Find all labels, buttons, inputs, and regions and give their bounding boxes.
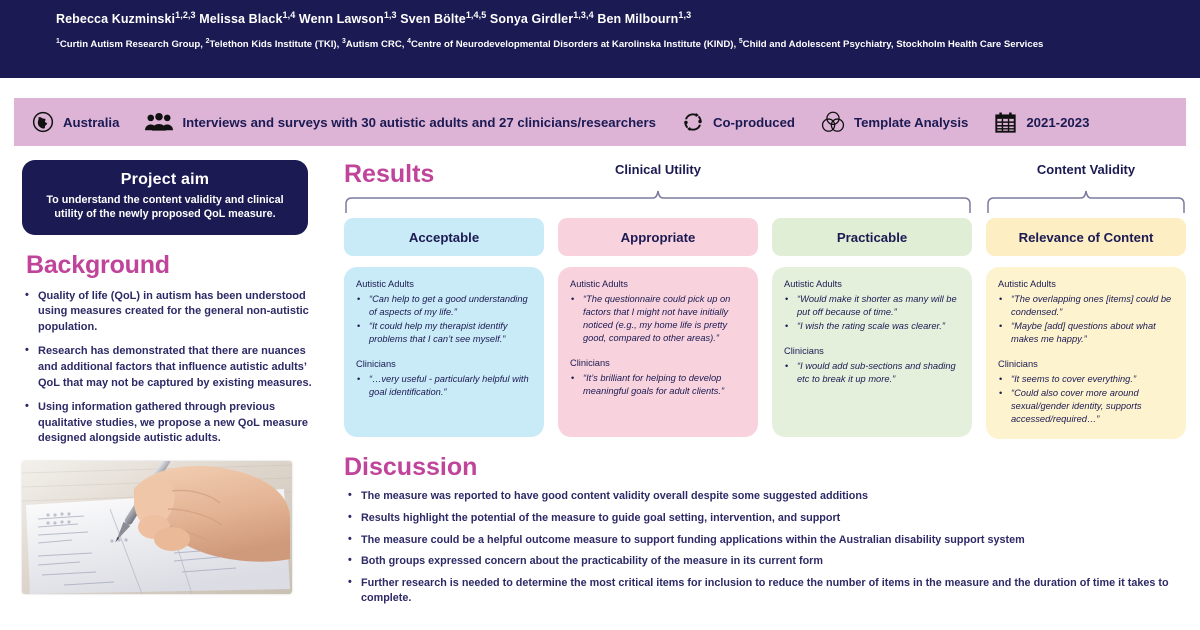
banner-wrapper	[0, 78, 1200, 146]
banner-item-label: Co-produced	[712, 114, 795, 130]
quote-item: • “…very useful - particularly helpful with goal identification.”	[356, 373, 532, 399]
quote-group-title: Clinicians	[356, 359, 396, 370]
author-name: Wenn Lawson	[298, 12, 384, 26]
author-name: Melissa Black	[199, 12, 283, 26]
project-aim-box	[22, 160, 308, 235]
author-list	[56, 11, 1144, 27]
project-aim-title: Project aim	[120, 171, 210, 188]
quote-list	[570, 372, 746, 398]
affiliation-text: Telethon Kids Institute (TKI),	[209, 39, 340, 51]
poster-body	[0, 146, 1200, 612]
results-column-header: Acceptable	[344, 218, 544, 256]
discussion-bullet: • Results highlight the potential of the measure to guide goal setting, intervention, and support	[344, 511, 1186, 526]
affiliation-text: Autism CRC,	[345, 39, 405, 51]
author-name: Sonya Girdler	[489, 12, 574, 26]
affiliation-marker: 4	[407, 38, 411, 46]
author-name: Sven Bölte	[400, 12, 466, 26]
author-affiliation-marker: 1,3	[678, 9, 692, 20]
quote-item: • “The overlapping ones [items] could be condensed.”	[998, 293, 1174, 319]
results-column	[558, 218, 758, 439]
author-name: Ben Milbourn	[597, 12, 679, 26]
circular-arrows-icon	[682, 111, 704, 133]
quote-item: • “It seems to cover everything.”	[998, 373, 1174, 386]
group-brace	[986, 189, 1186, 215]
results-column-header: Practicable	[772, 218, 972, 256]
quote-list	[356, 293, 532, 346]
author-affiliation-marker: 1,2,3	[175, 9, 196, 20]
background-bullet: • Research has demonstrated that there are nuances and additional factors that influence autistic adults’ QoL that may not be captured by existing measures.	[22, 344, 322, 391]
quote-group-title: Clinicians	[784, 346, 824, 357]
poster-header	[0, 0, 1200, 78]
quote-group-title: Clinicians	[998, 359, 1038, 370]
quote-list	[570, 293, 746, 345]
quote-list	[998, 293, 1174, 346]
discussion-bullet: • Both groups expressed concern about the practicability of the measure in its current form	[344, 554, 1186, 569]
discussion-bullet: • The measure was reported to have good content validity overall despite some suggested additions	[344, 489, 1186, 504]
banner-item	[994, 111, 1089, 134]
quote-list	[356, 373, 532, 399]
quote-item: • “Would make it shorter as many will be put off because of time.”	[784, 293, 960, 319]
results-cards-row	[344, 218, 1186, 439]
results-group-label: Content Validity	[1036, 162, 1136, 177]
quote-item: • “I would add sub-sections and shading etc to break it up more.”	[784, 360, 960, 386]
banner-item	[32, 111, 119, 133]
results-column	[986, 218, 1186, 439]
results-quote-card	[772, 267, 972, 437]
left-column	[22, 160, 322, 612]
calendar-icon	[994, 111, 1017, 134]
project-aim-text: To understand the content validity and clinical utility of the newly proposed QoL measure.	[46, 194, 284, 221]
results-column	[344, 218, 544, 439]
banner-item-label: Australia	[63, 114, 120, 130]
affiliation-marker: 2	[205, 38, 210, 46]
author-affiliation-marker: 1,3,4	[573, 9, 594, 20]
quote-list	[998, 373, 1174, 426]
background-bullet-list	[22, 289, 322, 447]
affiliation-text: Centre of Neurodevelopmental Disorders at Karolinska Institute (KIND),	[410, 39, 737, 51]
discussion-section	[344, 453, 1186, 605]
background-bullet: • Quality of life (QoL) in autism has been understood using measures created for the general non-autistic population.	[22, 289, 322, 336]
group-label-container	[474, 160, 1186, 184]
quote-item: • “It’s brilliant for helping to develop meaningful goals for adult clients.”	[570, 372, 746, 398]
author-affiliation-marker: 1,4	[282, 9, 296, 20]
venn-diagram-icon	[821, 111, 845, 133]
banner-item-label: Template Analysis	[854, 114, 969, 130]
banner-item-label: 2021-2023	[1026, 114, 1090, 130]
group-brace-row	[344, 189, 1186, 215]
affiliation-list	[56, 38, 1126, 51]
quote-item: • “Could also cover more around sexual/gender identity, supports accessed/required…”	[998, 387, 1174, 426]
quote-item: • “The questionnaire could pick up on factors that I might not have initially noticed (e.g., my home life is pretty good, compared to other areas).”	[570, 293, 746, 345]
questionnaire-photo-graphic	[22, 461, 292, 594]
quote-list	[784, 293, 960, 333]
discussion-bullet: • The measure could be a helpful outcome measure to support funding applications within the Australian disability support system	[344, 533, 1186, 548]
discussion-bullet-list	[344, 489, 1186, 605]
group-brace	[344, 189, 972, 215]
quote-group-title: Autistic Adults	[356, 279, 414, 289]
quote-item: • “Maybe [add] questions about what makes me happy.”	[998, 320, 1174, 346]
quote-item: • “I wish the rating scale was clearer.”	[784, 320, 960, 333]
quote-group-title: Clinicians	[570, 358, 610, 369]
banner-item	[821, 111, 968, 133]
author-name: Rebecca Kuzminski	[56, 12, 176, 26]
results-quote-card	[558, 267, 758, 437]
quote-item: • “It could help my therapist identify problems that I can’t see myself.”	[356, 320, 532, 346]
results-quote-card	[986, 267, 1186, 439]
affiliation-text: Curtin Autism Research Group,	[59, 39, 203, 51]
banner-item	[682, 111, 795, 133]
background-heading: Background	[26, 250, 170, 279]
results-quote-card	[344, 267, 544, 437]
discussion-bullet: • Further research is needed to determine the most critical items for inclusion to reduce the number of items in the measure and the duration of time it takes to complete.	[344, 576, 1186, 605]
affiliation-marker: 1	[56, 38, 60, 46]
author-affiliation-marker: 1,3	[383, 9, 397, 20]
results-column	[772, 218, 972, 439]
quote-item: • “Can help to get a good understanding of aspects of my life.”	[356, 293, 532, 319]
background-bullet: • Using information gathered through previous qualitative studies, we propose a new QoL measure designed alongside autistic adults.	[22, 400, 322, 447]
results-column-header: Relevance of Content	[986, 218, 1186, 256]
results-header-row	[344, 160, 1186, 189]
questionnaire-photo	[22, 461, 292, 594]
affiliation-text: Child and Adolescent Psychiatry, Stockholm Health Care Services	[742, 39, 1044, 51]
banner-item	[145, 112, 656, 132]
study-info-banner	[14, 98, 1186, 146]
results-heading: Results	[344, 160, 435, 188]
banner-item-label: Interviews and surveys with 30 autistic adults and 27 clinicians/researchers	[182, 114, 656, 130]
quote-group-title: Autistic Adults	[998, 279, 1056, 289]
discussion-heading: Discussion	[344, 453, 478, 482]
people-group-icon	[145, 112, 173, 132]
quote-list	[784, 360, 960, 386]
results-group-label: Clinical Utility	[615, 162, 701, 177]
affiliation-marker: 5	[738, 38, 743, 46]
author-affiliation-marker: 1,4,5	[465, 9, 487, 20]
right-column	[322, 160, 1186, 612]
globe-icon	[32, 111, 54, 133]
affiliation-marker: 3	[341, 38, 346, 46]
results-column-header: Appropriate	[558, 218, 758, 256]
quote-group-title: Autistic Adults	[570, 279, 628, 289]
quote-group-title: Autistic Adults	[784, 279, 842, 289]
